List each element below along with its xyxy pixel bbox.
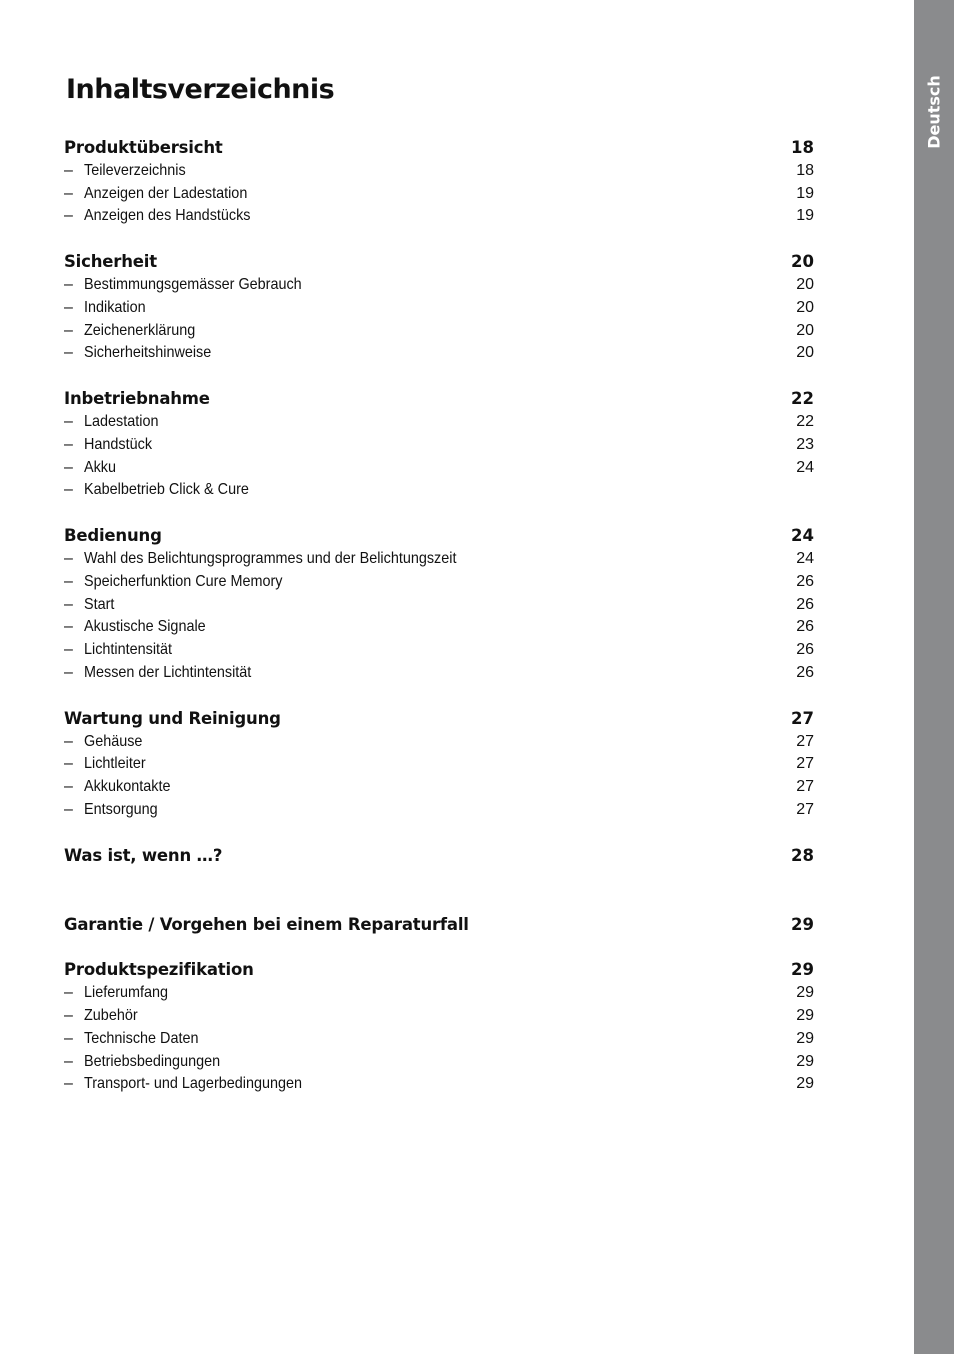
- toc-entry-text: [64, 1073, 326, 1096]
- toc-entry-page-number: 26: [796, 572, 814, 590]
- toc-entry-page-number: 26: [796, 595, 814, 613]
- toc-section-heading[interactable]: [64, 388, 814, 411]
- section-title: Sicherheit: [64, 252, 157, 272]
- toc-entry-page-number: 26: [796, 663, 814, 681]
- toc-entry-text: [64, 1028, 211, 1051]
- toc-entry-page-number: 27: [796, 778, 814, 796]
- toc-entry[interactable]: [64, 342, 814, 365]
- toc-entry-label: Ladestation: [84, 412, 159, 430]
- toc-entry-text: [64, 160, 197, 183]
- toc-entry-page-number: 23: [796, 435, 814, 453]
- toc-entry-text: [64, 639, 182, 662]
- toc-entry-page-number: 20: [796, 275, 814, 293]
- toc-entry[interactable]: [64, 799, 814, 822]
- toc-entry-text: [64, 753, 152, 776]
- toc-entry[interactable]: [64, 1005, 814, 1028]
- toc-entry-page-number: 22: [796, 412, 814, 430]
- toc-entry-label: Lichtintensität: [84, 641, 173, 659]
- language-label: Deutsch: [924, 75, 944, 149]
- toc-entry-text: [64, 571, 305, 594]
- toc-entry-label: Technische Daten: [84, 1029, 199, 1047]
- toc-section-heading[interactable]: [64, 959, 814, 982]
- toc-entry[interactable]: [64, 205, 814, 228]
- toc-entry-label: Gehäuse: [84, 732, 143, 750]
- toc-entry-page-number: 27: [796, 755, 814, 773]
- toc-entry-page-number: 27: [796, 732, 814, 750]
- toc-entry-label: Messen der Lichtintensität: [84, 663, 252, 681]
- toc-entry[interactable]: [64, 479, 814, 502]
- toc-section-heading[interactable]: [64, 708, 814, 731]
- toc-entry[interactable]: [64, 753, 814, 776]
- toc-entry-text: [64, 776, 180, 799]
- toc-entry[interactable]: [64, 1051, 814, 1074]
- list-dash: –: [64, 1075, 73, 1093]
- toc-entry[interactable]: [64, 1073, 814, 1096]
- toc-entry-page-number: 19: [796, 207, 814, 225]
- toc-entry-text: [64, 1005, 144, 1028]
- toc-entry[interactable]: [64, 457, 814, 480]
- list-dash: –: [64, 549, 73, 567]
- list-dash: –: [64, 595, 73, 613]
- toc-section: [64, 137, 814, 228]
- section-title: Inbetriebnahme: [64, 389, 210, 409]
- toc-entry-label: Betriebsbedingungen: [84, 1052, 221, 1070]
- list-dash: –: [64, 572, 73, 590]
- toc-entry-label: Zubehör: [84, 1006, 138, 1024]
- toc-section: [64, 845, 814, 868]
- list-dash: –: [64, 778, 73, 796]
- toc-entry[interactable]: [64, 183, 814, 206]
- toc-section-heading[interactable]: [64, 137, 814, 160]
- list-dash: –: [64, 161, 73, 179]
- toc-entry-label: Zeichenerklärung: [84, 321, 196, 339]
- toc-entry-label: Akku: [84, 458, 117, 476]
- toc-entry-label: Transport- und Lagerbedingungen: [84, 1075, 303, 1093]
- toc-entry-label: Kabelbetrieb Click & Cure: [84, 481, 249, 499]
- toc-entry[interactable]: [64, 274, 814, 297]
- toc-entry-label: Bestimmungsgemässer Gebrauch: [84, 275, 302, 293]
- toc-section-heading[interactable]: [64, 251, 814, 274]
- list-dash: –: [64, 275, 73, 293]
- section-page-number: 29: [791, 960, 814, 980]
- section-page-number: 18: [791, 138, 814, 157]
- toc-entry-page-number: 29: [796, 1075, 814, 1093]
- toc-entry-page-number: 19: [796, 184, 814, 202]
- toc-entry[interactable]: [64, 571, 814, 594]
- list-dash: –: [64, 321, 73, 339]
- toc-entry[interactable]: [64, 1028, 814, 1051]
- toc-entry-label: Indikation: [84, 298, 146, 316]
- toc-entry-text: [64, 457, 120, 480]
- toc-entry[interactable]: [64, 731, 814, 754]
- toc-entry[interactable]: [64, 616, 814, 639]
- toc-entry-label: Teileverzeichnis: [84, 161, 186, 179]
- toc-entry-label: Speicherfunktion Cure Memory: [84, 572, 283, 590]
- toc-entry-page-number: 18: [796, 161, 814, 179]
- list-dash: –: [64, 481, 73, 499]
- toc-entry-text: [64, 411, 167, 434]
- toc-entry-label: Anzeigen des Handstücks: [84, 207, 251, 225]
- toc-entry[interactable]: [64, 639, 814, 662]
- toc-section-heading[interactable]: [64, 525, 814, 548]
- toc-entry-text: [64, 479, 267, 502]
- toc-entry-label: Akustische Signale: [84, 618, 206, 636]
- section-title: Produktübersicht: [64, 138, 223, 157]
- section-spacer: [64, 891, 814, 914]
- toc-entry-page-number: 24: [796, 458, 814, 476]
- section-title: Produktspezifikation: [64, 960, 254, 980]
- toc-entry-text: [64, 274, 326, 297]
- list-dash: –: [64, 1052, 73, 1070]
- section-page-number: 22: [791, 389, 814, 409]
- toc-section-heading[interactable]: [64, 914, 814, 937]
- toc-entry[interactable]: [64, 776, 814, 799]
- toc-entry[interactable]: [64, 548, 814, 571]
- toc-entry[interactable]: [64, 411, 814, 434]
- toc-entry[interactable]: [64, 662, 814, 685]
- toc-entry-text: [64, 297, 153, 320]
- toc-entry-page-number: 24: [796, 549, 814, 567]
- toc-entry[interactable]: [64, 434, 814, 457]
- toc-entry[interactable]: [64, 297, 814, 320]
- list-dash: –: [64, 732, 73, 750]
- toc-section: [64, 708, 814, 822]
- list-dash: –: [64, 984, 73, 1002]
- page-title: Inhaltsverzeichnis: [66, 74, 335, 105]
- toc-entry-text: [64, 342, 225, 365]
- list-dash: –: [64, 618, 73, 636]
- section-page-number: 28: [791, 845, 814, 865]
- list-dash: –: [64, 344, 73, 362]
- list-dash: –: [64, 663, 73, 681]
- toc-entry-page-number: 20: [796, 298, 814, 316]
- toc-entry-text: [64, 662, 270, 685]
- list-dash: –: [64, 435, 73, 453]
- toc-entry-text: [64, 548, 498, 571]
- toc-entry[interactable]: [64, 982, 814, 1005]
- toc-section: [64, 914, 814, 937]
- toc-entry-page-number: 29: [796, 1006, 814, 1024]
- section-page-number: 20: [791, 252, 814, 272]
- list-dash: –: [64, 1029, 73, 1047]
- section-title: Wartung und Reinigung: [64, 708, 281, 728]
- toc-entry-text: [64, 205, 269, 228]
- list-dash: –: [64, 412, 73, 430]
- toc-entry-text: [64, 731, 149, 754]
- toc-entry-label: Handstück: [84, 435, 153, 453]
- section-page-number: 24: [791, 526, 814, 546]
- list-dash: –: [64, 458, 73, 476]
- toc-entry-text: [64, 1051, 235, 1074]
- list-dash: –: [64, 207, 73, 225]
- toc-entry[interactable]: [64, 594, 814, 617]
- list-dash: –: [64, 298, 73, 316]
- list-dash: –: [64, 1006, 73, 1024]
- section-title: Was ist, wenn …?: [64, 845, 223, 865]
- toc-section: [64, 525, 814, 685]
- list-dash: –: [64, 800, 73, 818]
- toc-entry-page-number: 29: [796, 984, 814, 1002]
- toc-entry-text: [64, 799, 166, 822]
- toc-entry-label: Anzeigen der Ladestation: [84, 184, 248, 202]
- list-dash: –: [64, 184, 73, 202]
- toc-entry-label: Lichtleiter: [84, 755, 146, 773]
- toc-entry-text: [64, 434, 160, 457]
- toc-entry-page-number: 20: [796, 344, 814, 362]
- toc-entry-text: [64, 594, 118, 617]
- list-dash: –: [64, 755, 73, 773]
- toc-entry-text: [64, 616, 219, 639]
- toc-section: [64, 251, 814, 365]
- toc-entry-page-number: 27: [796, 800, 814, 818]
- toc-entry[interactable]: [64, 160, 814, 183]
- toc-entry-label: Wahl des Belichtungsprogrammes und der Belichtungszeit: [84, 549, 457, 567]
- toc-entry-label: Lieferumfang: [84, 984, 169, 1002]
- toc-section-heading[interactable]: [64, 845, 814, 868]
- toc-entry-page-number: 26: [796, 618, 814, 636]
- toc-section: [64, 959, 814, 1096]
- toc-entry-text: [64, 320, 208, 343]
- section-page-number: 27: [791, 708, 814, 728]
- toc-entry-text: [64, 982, 177, 1005]
- toc-entry-page-number: 29: [796, 1029, 814, 1047]
- section-title: Bedienung: [64, 526, 162, 546]
- toc-entry-label: Entsorgung: [84, 800, 158, 818]
- section-title: Garantie / Vorgehen bei einem Reparaturfall: [64, 914, 469, 934]
- toc-entry-text: [64, 183, 265, 206]
- toc-entry-label: Start: [84, 595, 115, 613]
- toc-entry-page-number: 29: [796, 1052, 814, 1070]
- section-page-number: 29: [791, 914, 814, 934]
- toc-entry-label: Sicherheitshinweise: [84, 344, 212, 362]
- toc-entry-label: Akkukontakte: [84, 778, 171, 796]
- toc-entry-page-number: 20: [796, 321, 814, 339]
- toc-entry[interactable]: [64, 320, 814, 343]
- toc-entry-page-number: 26: [796, 641, 814, 659]
- table-of-contents: [64, 137, 814, 1119]
- toc-section: [64, 388, 814, 502]
- language-side-tab: [914, 0, 954, 1354]
- list-dash: –: [64, 641, 73, 659]
